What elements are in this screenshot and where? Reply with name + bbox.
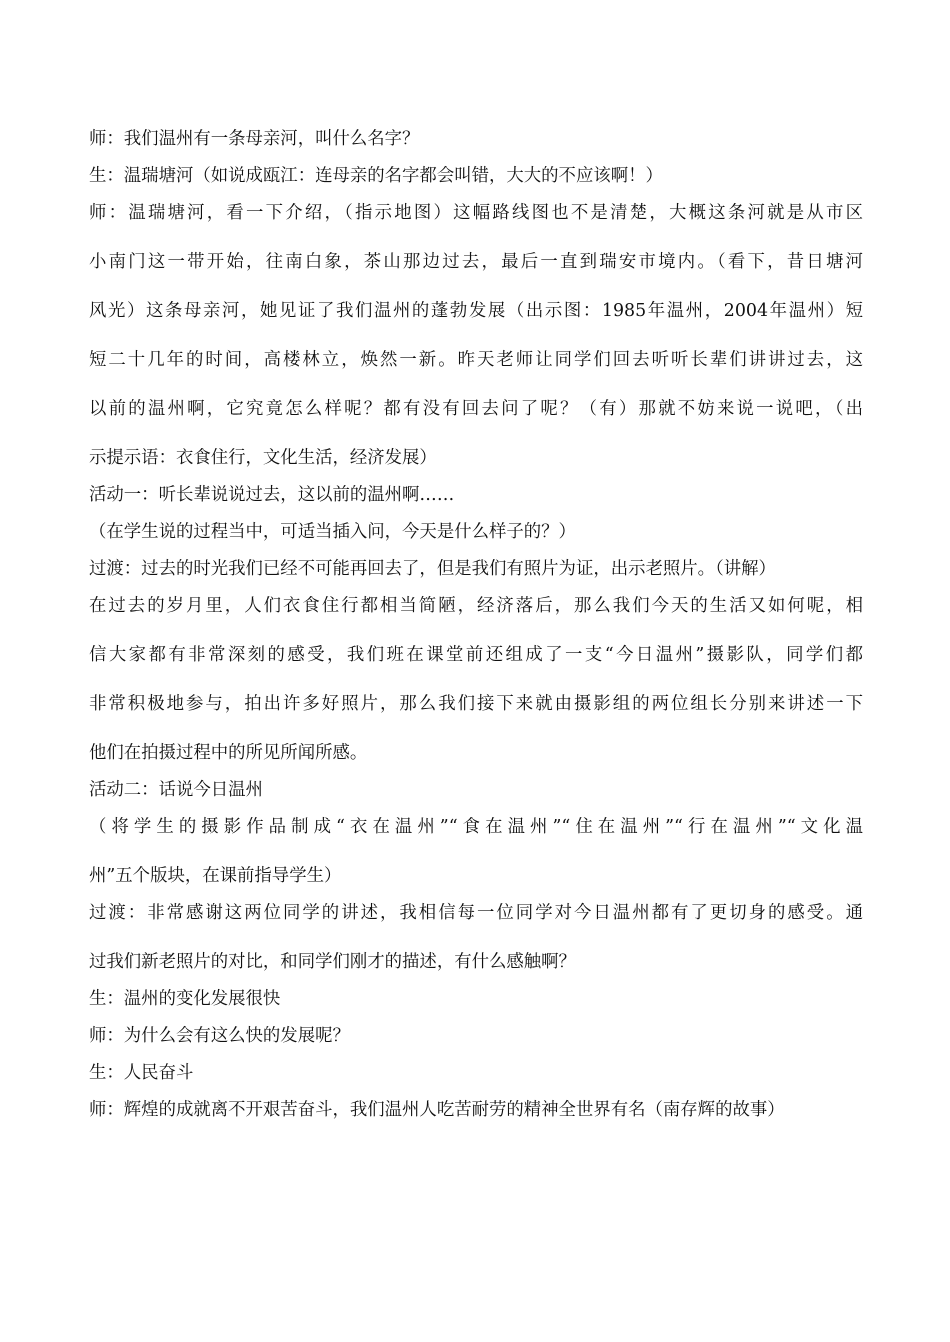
paragraph-line: 活动一：听长辈说说过去，这以前的温州啊…… — [89, 485, 455, 505]
paragraph-line: 风光）这条母亲河，她见证了我们温州的蓬勃发展（出示图：1985年温州，2004年温州）短 — [89, 301, 863, 321]
paragraph-line: 师：温瑞塘河，看一下介绍，（指示地图）这幅路线图也不是清楚，大概这条河就是从市区 — [89, 203, 863, 223]
paragraph-line: 师：为什么会有这么快的发展呢？ — [89, 1026, 350, 1046]
paragraph-line: 以前的温州啊，它究竟怎么样呢？都有没有回去问了呢？（有）那就不妨来说一说吧，（出 — [89, 399, 863, 419]
paragraph-line: 小南门这一带开始，往南白象，茶山那边过去，最后一直到瑞安市境内。（看下，昔日塘河 — [89, 252, 863, 272]
paragraph-line: 生：人民奋斗 — [89, 1063, 194, 1083]
paragraph-line: 生：温瑞塘河（如说成瓯江：连母亲的名字都会叫错，大大的不应该啊！） — [89, 166, 663, 186]
paragraph-line: 师：辉煌的成就离不开艰苦奋斗，我们温州人吃苦耐劳的精神全世界有名（南存辉的故事） — [89, 1100, 785, 1120]
paragraph-line: 生：温州的变化发展很快 — [89, 989, 281, 1009]
paragraph-line: 师：我们温州有一条母亲河，叫什么名字？ — [89, 129, 420, 149]
document-body — [89, 124, 863, 1132]
paragraph-line: 短二十几年的时间，高楼林立，焕然一新。昨天老师让同学们回去听听长辈们讲讲过去，这 — [89, 350, 863, 370]
paragraph-line: 在过去的岁月里，人们衣食住行都相当简陋，经济落后，那么我们今天的生活又如何呢，相 — [89, 596, 863, 616]
paragraph-line: 他们在拍摄过程中的所见所闻所感。 — [89, 743, 368, 763]
paragraph-line: 示提示语：衣食住行，文化生活，经济发展） — [89, 448, 437, 468]
paragraph-line: 信大家都有非常深刻的感受，我们班在课堂前还组成了一支“今日温州”摄影队，同学们都 — [89, 645, 863, 665]
paragraph-line: 非常积极地参与，拍出许多好照片，那么我们接下来就由摄影组的两位组长分别来讲述一下 — [89, 694, 863, 714]
paragraph-line: 活动二：话说今日温州 — [89, 780, 263, 800]
paragraph-line: 过我们新老照片的对比，和同学们刚才的描述，有什么感触啊？ — [89, 952, 576, 972]
paragraph-line: （将学生的摄影作品制成“衣在温州”“食在温州”“住在温州”“行在温州”“文化温 — [89, 817, 863, 837]
paragraph-line: 过渡：过去的时光我们已经不可能再回去了，但是我们有照片为证，出示老照片。（讲解） — [89, 559, 776, 579]
paragraph-line: 过渡：非常感谢这两位同学的讲述，我相信每一位同学对今日温州都有了更切身的感受。通 — [89, 903, 863, 923]
paragraph-line: 州”五个版块，在课前指导学生） — [89, 866, 342, 886]
paragraph-line: （在学生说的过程当中，可适当插入问，今天是什么样子的？） — [89, 522, 576, 542]
